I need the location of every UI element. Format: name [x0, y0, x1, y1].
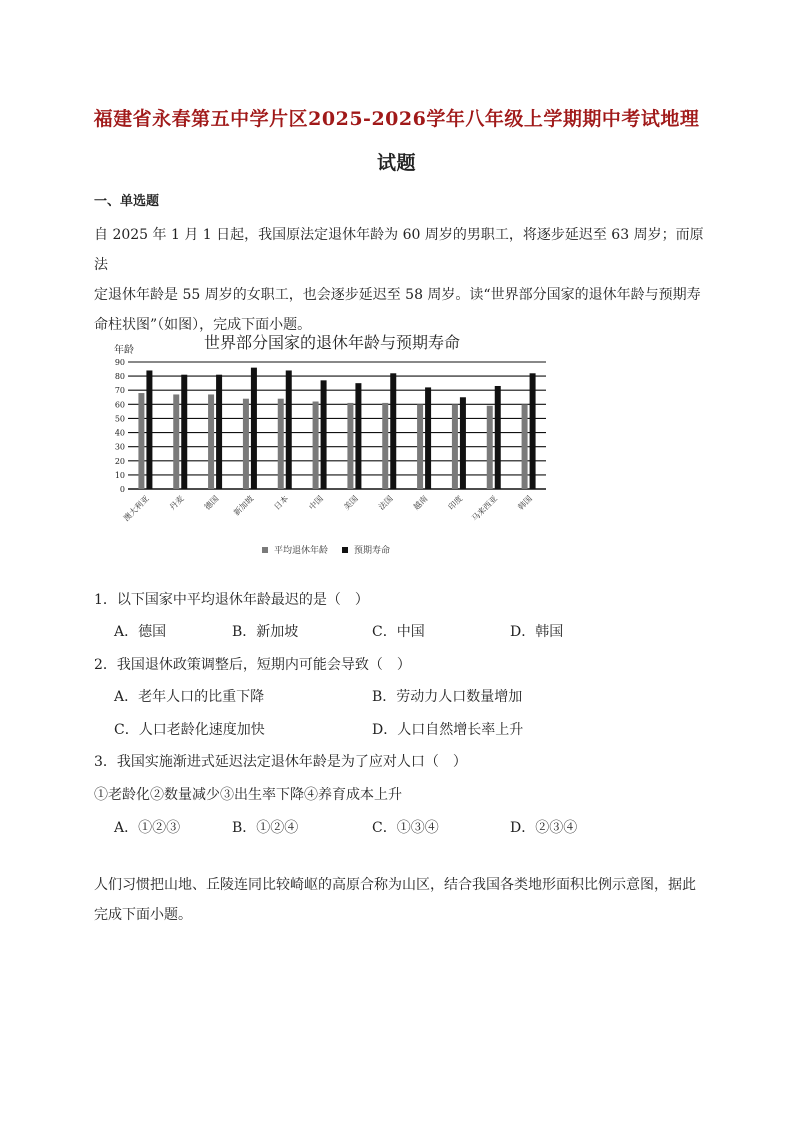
- y-tick-label: 20: [114, 456, 125, 466]
- x-tick-label: 印度: [446, 494, 465, 512]
- x-tick-label: 新加坡: [231, 494, 256, 518]
- bar-retirement-age: [243, 399, 249, 489]
- q2-option-d[interactable]: D．人口自然增长率上升: [372, 722, 524, 738]
- bar-chart-svg: [100, 328, 560, 568]
- y-tick-label: 70: [114, 386, 125, 396]
- x-tick-label: 马来西亚: [470, 494, 500, 524]
- q2-option-a[interactable]: A．老年人口的比重下降: [114, 689, 265, 705]
- y-tick-label: 0: [119, 485, 125, 494]
- document-title-line2: 试题: [376, 152, 416, 174]
- section-heading: 一、单选题: [94, 194, 160, 209]
- q3-option-d[interactable]: D．②③④: [510, 820, 578, 836]
- bar-retirement-age: [452, 404, 458, 489]
- question-3-stem: 3．我国实施渐进式延迟法定退休年龄是为了应对人口（ ）: [94, 754, 467, 770]
- intro-paragraph: [94, 220, 706, 340]
- bar-life-expectancy: [286, 370, 292, 489]
- question-3-substem: ①老龄化②数量减少③出生率下降④养育成本上升: [94, 787, 402, 803]
- intro-line: 自 2025 年 1 月 1 日起，我国原法定退休年龄为 60 周岁的男职工，将逐步延迟至 63 周岁；而原法: [94, 227, 704, 273]
- y-tick-label: 80: [114, 372, 125, 382]
- bar-retirement-age: [138, 393, 144, 489]
- q3-option-c[interactable]: C．①③④: [372, 820, 439, 836]
- intro-line: 命柱状图”（如图），完成下面小题。: [94, 317, 312, 333]
- bar-life-expectancy: [355, 383, 361, 489]
- x-tick-label: 韩国: [516, 494, 534, 512]
- bar-retirement-age: [173, 394, 179, 489]
- intro2-line: 完成下面小题。: [94, 907, 192, 923]
- legend-swatch-life: [342, 547, 348, 553]
- bar-life-expectancy: [146, 370, 152, 489]
- legend-swatch-retire: [262, 547, 268, 553]
- bar-retirement-age: [313, 402, 319, 489]
- bar-retirement-age: [347, 403, 353, 489]
- q1-option-d[interactable]: D．韩国: [510, 624, 564, 640]
- q1-option-b[interactable]: B．新加坡: [232, 624, 299, 640]
- x-tick-label: 越南: [411, 494, 430, 512]
- document-title-line1: 福建省永春第五中学片区2025-2026学年八年级上学期期中考试地理: [93, 108, 700, 130]
- bar-retirement-age: [522, 404, 528, 489]
- x-tick-label: 中国: [307, 494, 325, 512]
- legend-label-retire: 平均退休年龄: [274, 546, 329, 556]
- bar-retirement-age: [278, 399, 284, 489]
- q3-option-a[interactable]: A．①②③: [114, 820, 181, 836]
- x-tick-label: 澳大利亚: [121, 494, 151, 524]
- y-tick-label: 30: [114, 442, 125, 452]
- intro-line: 定退休年龄是 55 周岁的女职工，也会逐步延迟至 58 周岁。读“世界部分国家的退休年龄与预期寿: [94, 287, 701, 303]
- bar-retirement-age: [382, 403, 388, 489]
- x-tick-label: 日本: [272, 494, 291, 512]
- q1-option-c[interactable]: C．中国: [372, 624, 425, 640]
- legend-label-life: 预期寿命: [354, 546, 391, 556]
- bar-retirement-age: [417, 404, 423, 489]
- question-1-stem: 1．以下国家中平均退休年龄最迟的是（ ）: [94, 592, 369, 608]
- y-axis-label: 年龄: [114, 345, 134, 356]
- y-tick-label: 10: [114, 470, 125, 480]
- chart-title: 世界部分国家的退休年龄与预期寿命: [203, 333, 461, 352]
- y-tick-label: 50: [114, 414, 125, 424]
- bar-life-expectancy: [460, 397, 466, 489]
- bar-life-expectancy: [216, 375, 222, 489]
- q3-option-b[interactable]: B．①②④: [232, 820, 299, 836]
- q2-option-b[interactable]: B．劳动力人口数量增加: [372, 689, 523, 705]
- q1-option-a[interactable]: A．德国: [114, 624, 167, 640]
- q2-option-c[interactable]: C．人口老龄化速度加快: [114, 722, 265, 738]
- bar-life-expectancy: [251, 368, 257, 489]
- question-2-stem: 2．我国退休政策调整后，短期内可能会导致（ ）: [94, 657, 411, 673]
- y-tick-label: 60: [114, 400, 125, 410]
- bar-life-expectancy: [425, 387, 431, 489]
- bar-life-expectancy: [495, 386, 501, 489]
- bar-retirement-age: [487, 406, 493, 489]
- intro2-line: 人们习惯把山地、丘陵连同比较崎岖的高原合称为山区，结合我国各类地形面积比例示意图，据此: [94, 877, 696, 893]
- bar-life-expectancy: [181, 375, 187, 489]
- x-tick-label: 丹麦: [167, 494, 186, 512]
- bar-life-expectancy: [321, 380, 327, 489]
- bar-chart: [100, 328, 560, 568]
- y-tick-label: 40: [114, 428, 125, 438]
- bar-life-expectancy: [530, 373, 536, 489]
- intro2-paragraph: [94, 870, 706, 930]
- x-tick-label: 美国: [342, 494, 360, 512]
- x-tick-label: 德国: [202, 494, 221, 512]
- x-tick-label: 法国: [376, 494, 395, 512]
- bar-retirement-age: [208, 394, 214, 489]
- y-tick-label: 90: [114, 358, 125, 367]
- bar-life-expectancy: [390, 373, 396, 489]
